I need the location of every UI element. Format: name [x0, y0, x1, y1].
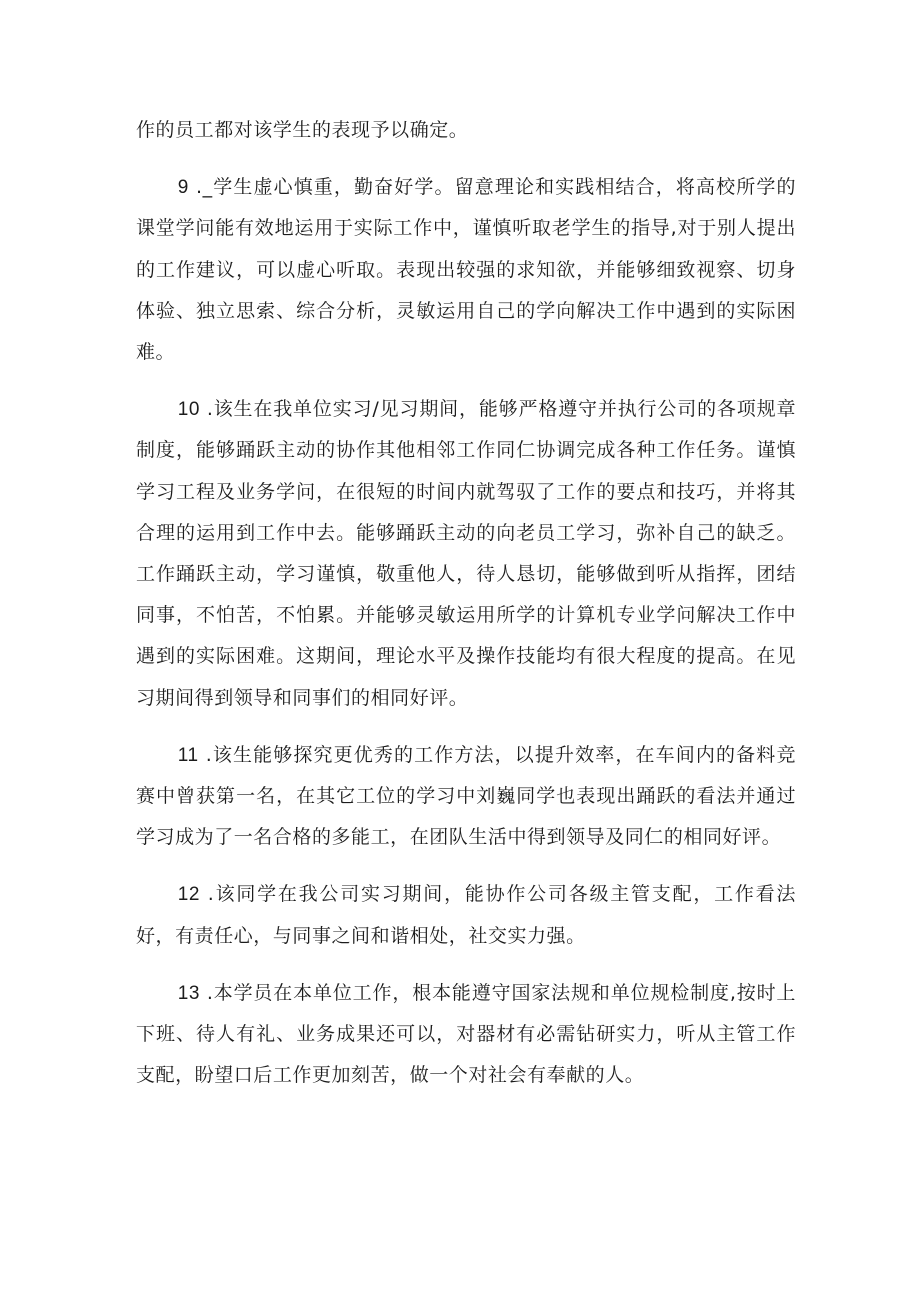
paragraph-text: .该同学在我公司实习期间，能协作公司各级主管支配，工作看法好，有责任心，与同事之间和谐相处，社交实力强。 — [136, 883, 796, 947]
paragraph-text: .该生能够探究更优秀的工作方法，以提升效率，在车间内的备料竞赛中曾获第一名，在其它工位的学习中刘巍同学也表现出踊跃的看法并通过学习成为了一名合格的多能工，在团队生活中得到领导及同仁的相同好评。 — [136, 743, 796, 849]
paragraph-text: .本学员在本单位工作，根本能遵守国家法规和单位规检制度,按时上下班、待人有礼、业务成果还可以，对器材有必需钻研实力，听从主管工作支配，盼望口后工作更加刻苦，做一个对社会有奉献的人。 — [136, 981, 796, 1087]
paragraph-text: 作的员工都对该学生的表现予以确定。 — [136, 119, 469, 141]
paragraph-text: .该生在我单位实习/见习期间，能够严格遵守并执行公司的各项规章制度，能够踊跃主动的协作其他相邻工作同仁协调完成各种工作任务。谨慎学习工程及业务学问，在很短的时间内就驾驭了工作的要点和技巧，并将其合理的运用到工作中去。能够踊跃主动的向老员工学习，弥补自己的缺乏。工作踊跃主动，学习谨慎，敬重他人，待人恳切，能够做到听从指挥，团结同事，不怕苦，不怕累。并能够灵敏运用所学的计算机专业学问解决工作中遇到的实际困难。这期间，理论水平及操作技能均有很大程度的提高。在见习期间得到领导和同事们的相同好评。 — [136, 398, 796, 709]
paragraph-text: ._学生虚心慎重，勤奋好学。留意理论和实践相结合，将高校所学的课堂学问能有效地运用于实际工作中，谨慎听取老学生的指导,对于别人提出的工作建议，可以虚心听取。表现出较强的求知欲，并能够细致视察、切身体验、独立思索、综合分析，灵敏运用自己的学向解决工作中遇到的实际困难。 — [136, 176, 796, 364]
paragraph-10 — [136, 389, 796, 719]
paragraph-12 — [136, 874, 796, 956]
paragraph-number: 9 — [177, 177, 189, 199]
paragraph-number: 12 — [177, 884, 200, 906]
paragraph-13 — [136, 973, 796, 1097]
paragraph-11 — [136, 735, 796, 859]
paragraph-continued — [136, 110, 796, 151]
paragraph-9 — [136, 167, 796, 373]
document-body — [136, 110, 796, 1112]
paragraph-number: 13 — [177, 982, 200, 1004]
paragraph-number: 11 — [177, 744, 199, 766]
paragraph-number: 10 — [177, 399, 200, 421]
